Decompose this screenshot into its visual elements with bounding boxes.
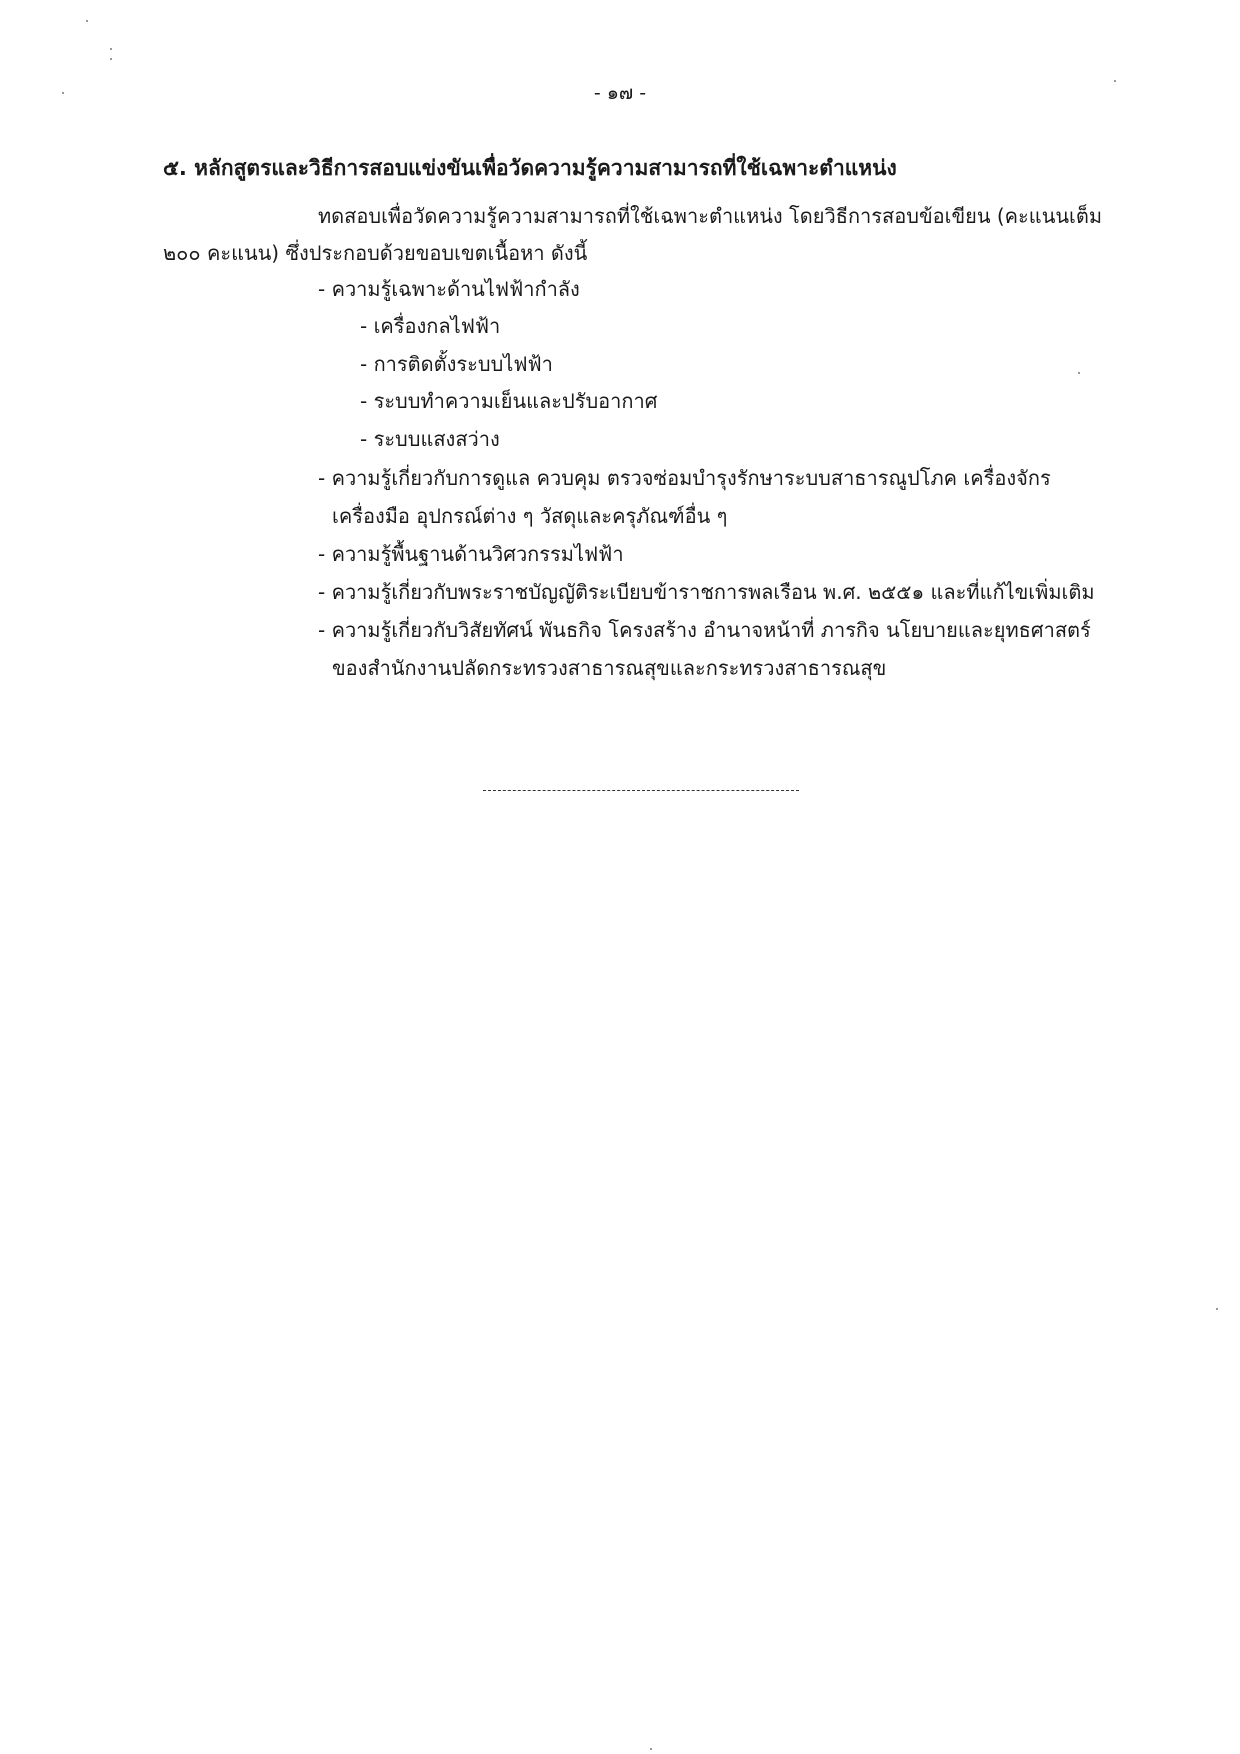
page-number: - ๑๗ - [593, 82, 647, 104]
scan-speck [110, 48, 112, 50]
end-separator-rule [483, 790, 799, 791]
list-subitem-lighting-system: - ระบบแสงสว่าง [360, 427, 500, 451]
list-item-electrical-engineering-basics: - ความรู้พื้นฐานด้านวิศวกรรมไฟฟ้า [318, 542, 624, 566]
list-item-power-electrical: - ความรู้เฉพาะด้านไฟฟ้ากำลัง [318, 277, 580, 301]
intro-paragraph-line-1: ทดสอบเพื่อวัดความรู้ความสามารถที่ใช้เฉพาะตำแหน่ง โดยวิธีการสอบข้อเขียน (คะแนนเต็ม [318, 204, 1103, 228]
list-item-maintenance-line-2: เครื่องมือ อุปกรณ์ต่าง ๆ วัสดุและครุภัณฑ์อื่น ๆ [332, 504, 728, 528]
list-subitem-electrical-machines: - เครื่องกลไฟฟ้า [360, 314, 501, 338]
scan-speck [62, 92, 64, 94]
section-heading: ๕. หลักสูตรและวิธีการสอบแข่งขันเพื่อวัดความรู้ความสามารถที่ใช้เฉพาะตำแหน่ง [163, 156, 897, 180]
scan-speck [110, 58, 112, 60]
scan-speck [86, 20, 88, 22]
list-item-maintenance-line-1: - ความรู้เกี่ยวกับการดูแล ควบคุม ตรวจซ่อมบำรุงรักษาระบบสาธารณูปโภค เครื่องจักร [318, 466, 1051, 490]
scan-speck [1114, 80, 1116, 82]
scan-speck [1216, 1308, 1218, 1310]
list-item-vision-mission-line-1: - ความรู้เกี่ยวกับวิสัยทัศน์ พันธกิจ โครงสร้าง อำนาจหน้าที่ ภารกิจ นโยบายและยุทธศาสตร์ [318, 618, 1091, 642]
scan-speck [650, 1748, 652, 1750]
list-item-civil-service-act: - ความรู้เกี่ยวกับพระราชบัญญัติระเบียบข้าราชการพลเรือน พ.ศ. ๒๕๕๑ และที่แก้ไขเพิ่มเติม [318, 580, 1095, 604]
intro-paragraph-line-2: ๒๐๐ คะแนน) ซึ่งประกอบด้วยขอบเขตเนื้อหา ดังนี้ [163, 241, 588, 265]
list-item-vision-mission-line-2: ของสำนักงานปลัดกระทรวงสาธารณสุขและกระทรวงสาธารณสุข [332, 656, 887, 680]
scan-speck [1078, 372, 1080, 374]
list-subitem-cooling-air-conditioning: - ระบบทำความเย็นและปรับอากาศ [360, 389, 658, 413]
list-subitem-electrical-installation: - การติดตั้งระบบไฟฟ้า [360, 352, 553, 376]
